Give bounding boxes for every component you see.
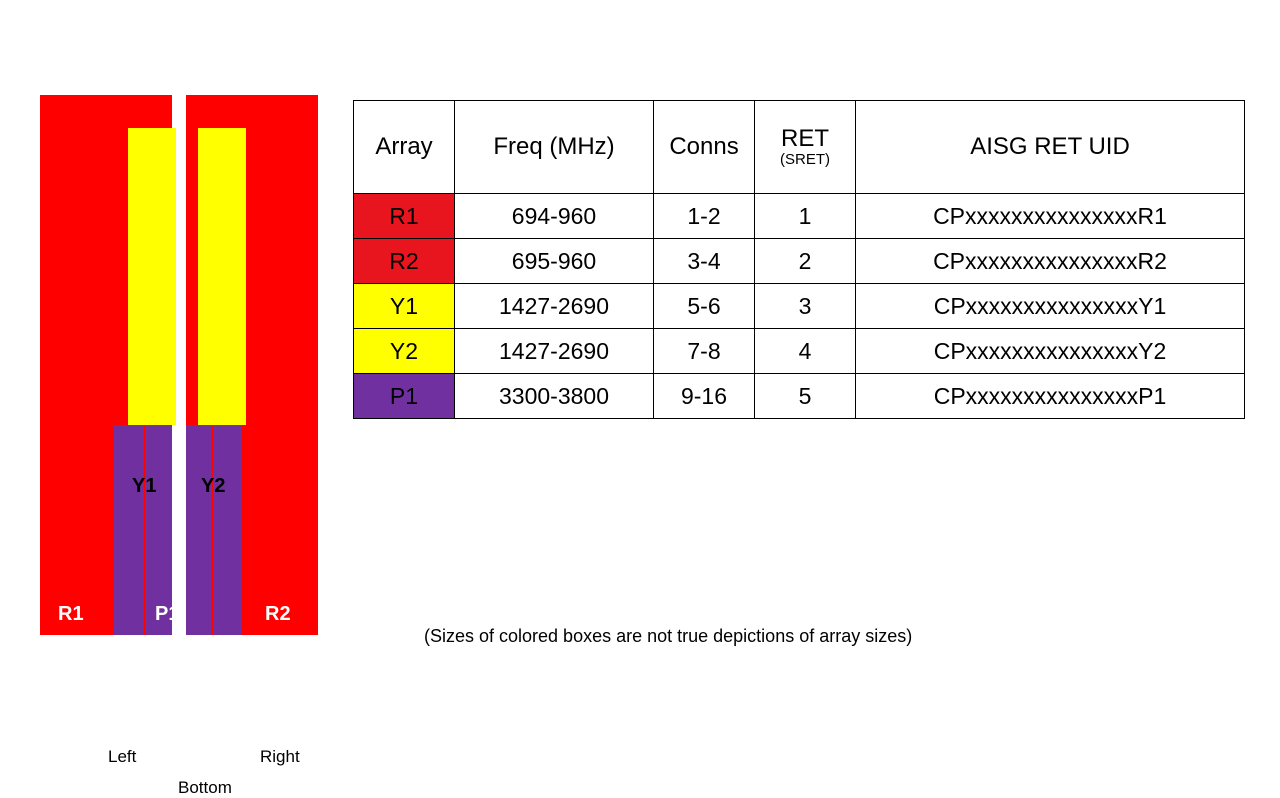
table-header-row xyxy=(354,101,1245,194)
yellow-array-y1 xyxy=(128,128,176,425)
ret-configuration-table xyxy=(353,100,1245,419)
column-header-freq: Freq (MHz) xyxy=(455,101,654,194)
diagram-label-r1: R1 xyxy=(58,603,84,625)
antenna-array-diagram xyxy=(40,95,318,797)
cell-uid: CPxxxxxxxxxxxxxxxR1 xyxy=(856,194,1245,239)
cell-array: Y1 xyxy=(354,284,455,329)
table-body xyxy=(354,194,1245,419)
purple-array-divider-left xyxy=(144,425,145,635)
cell-freq: 1427-2690 xyxy=(455,329,654,374)
caption-right: Right xyxy=(260,747,300,766)
cell-array: R1 xyxy=(354,194,455,239)
table-row xyxy=(354,329,1245,374)
diagram-note: (Sizes of colored boxes are not true depictions of array sizes) xyxy=(424,626,913,646)
cell-array: R2 xyxy=(354,239,455,284)
diagram-label-p1: P1 xyxy=(155,603,180,625)
column-header-array: Array xyxy=(354,101,455,194)
cell-array: Y2 xyxy=(354,329,455,374)
purple-array-divider-right xyxy=(212,425,213,635)
cell-conns: 3-4 xyxy=(654,239,755,284)
table-header xyxy=(354,101,1245,194)
cell-ret: 3 xyxy=(755,284,856,329)
column-header-uid: AISG RET UID xyxy=(856,101,1245,194)
cell-conns: 9-16 xyxy=(654,374,755,419)
cell-freq: 695-960 xyxy=(455,239,654,284)
cell-ret: 2 xyxy=(755,239,856,284)
cell-uid: CPxxxxxxxxxxxxxxxY2 xyxy=(856,329,1245,374)
cell-conns: 1-2 xyxy=(654,194,755,239)
diagram-label-y1: Y1 xyxy=(132,475,157,497)
column-header-ret xyxy=(755,101,856,194)
cell-array: P1 xyxy=(354,374,455,419)
table-row xyxy=(354,284,1245,329)
cell-conns: 7-8 xyxy=(654,329,755,374)
table-row xyxy=(354,194,1245,239)
cell-uid: CPxxxxxxxxxxxxxxxP1 xyxy=(856,374,1245,419)
cell-conns: 5-6 xyxy=(654,284,755,329)
cell-uid: CPxxxxxxxxxxxxxxxY1 xyxy=(856,284,1245,329)
column-header-ret-sub: (SRET) xyxy=(780,150,830,168)
cell-freq: 694-960 xyxy=(455,194,654,239)
cell-freq: 3300-3800 xyxy=(455,374,654,419)
yellow-array-y2 xyxy=(198,128,246,425)
column-header-ret-main: RET xyxy=(781,124,829,152)
diagram-label-r2: R2 xyxy=(265,603,291,625)
diagram-label-y2: Y2 xyxy=(201,475,226,497)
cell-uid: CPxxxxxxxxxxxxxxxR2 xyxy=(856,239,1245,284)
cell-ret: 5 xyxy=(755,374,856,419)
cell-ret: 4 xyxy=(755,329,856,374)
cell-ret: 1 xyxy=(755,194,856,239)
cell-freq: 1427-2690 xyxy=(455,284,654,329)
table-row xyxy=(354,374,1245,419)
caption-bottom: Bottom xyxy=(178,778,232,797)
caption-left: Left xyxy=(108,747,137,766)
column-header-conns: Conns xyxy=(654,101,755,194)
table-row xyxy=(354,239,1245,284)
